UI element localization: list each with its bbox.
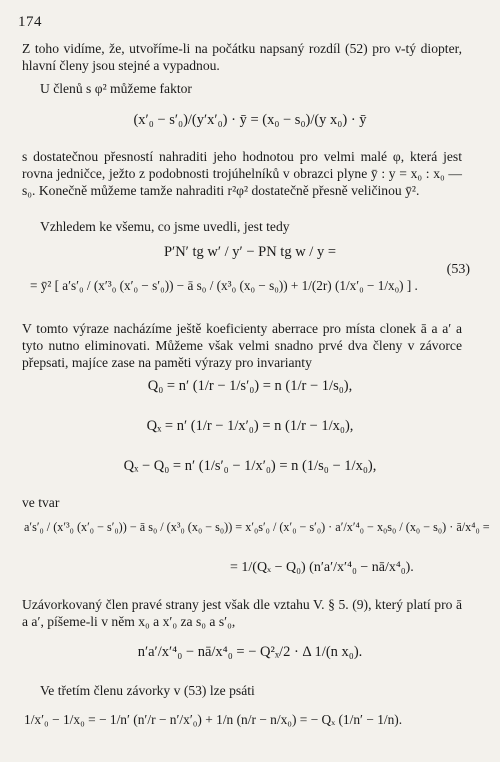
paragraph-2: U členů s φ² můžeme faktor xyxy=(40,81,192,96)
equation-tvar-line-1: a′s′₀ / (x′³₀ (x′₀ − s′₀)) − ā s₀ / (x³₀ (x₀ − s₀)) = x′₀s′₀ / (x′₀ − s′₀) · a′/x′⁴₀ − x₀s₀ / (x₀ − s₀) · ā/x⁴₀ = xyxy=(24,520,490,534)
equation-53-top: P′N′ tg w′ / y′ − PN tg w / y = xyxy=(163,244,337,260)
page-number: 174 xyxy=(18,14,42,30)
paragraph-4: Vzhledem ke všemu, co jsme uvedli, jest tedy xyxy=(40,219,290,234)
equation-53-bottom: = ȳ² [ a′s′₀ / (x′³₀ (x′₀ − s′₀)) − ā s₀ / (x³₀ (x₀ − s₀)) + 1/(2r) (1/x′₀ − 1/x₀) ] . xyxy=(30,278,418,293)
equation-last: 1/x′₀ − 1/x₀ = − 1/n′ (n′/r − n′/x′₀) + 1/n (n/r − n/x₀) = − Qₓ (1/n′ − 1/n). xyxy=(24,712,403,727)
equation-qx: Qₓ = n′ (1/r − 1/x′₀) = n (1/r − 1/x₀), xyxy=(146,418,354,434)
paragraph-5: V tomto výraze nacházíme ještě koeficienty aberrace pro místa clonek ā a a′ a tyto nutno eliminovati. Můžeme však velmi snadno prvé dva členy v závorce přepsati, majíce zase na paměti výrazy pro invarianty xyxy=(22,321,462,370)
paragraph-1: Z toho vidíme, že, utvoříme-li na počátku napsaný rozdíl (52) pro ν-tý diopter, hlavní členy jsou stejné a vypadnou. xyxy=(22,41,462,73)
equation-relation: n′a′/x′⁴₀ − nā/x⁴₀ = − Q²ₓ/2 · Δ 1/(n x₀). xyxy=(137,644,363,660)
equation-factor: (x′₀ − s′₀)/(y′x′₀) · ȳ = (x₀ − s₀)/(y x₀) · ȳ xyxy=(133,112,367,128)
equation-number-53: (53) xyxy=(446,262,470,277)
paragraph-6: ve tvar xyxy=(22,495,60,510)
equation-q0: Q₀ = n′ (1/r − 1/s′₀) = n (1/r − 1/s₀), xyxy=(147,378,353,394)
paragraph-8: Ve třetím členu závorky v (53) lze psáti xyxy=(40,683,255,698)
equation-tvar-line-2: = 1/(Qₓ − Q₀) (n′a′/x′⁴₀ − nā/x⁴₀). xyxy=(230,560,414,575)
equation-qx-minus-q0: Qₓ − Q₀ = n′ (1/s′₀ − 1/x′₀) = n (1/s₀ − 1/x₀), xyxy=(123,458,377,474)
paragraph-3: s dostatečnou přesností nahraditi jeho hodnotou pro velmi malé φ, která jest rovna jedničce, ježto z podobnosti trojúhelníků v obrazci plyne ȳ : y = x₀ : x₀ — s₀. Konečně můžeme tamže nahraditi r²φ² dostatečně přesně veličinou ȳ². xyxy=(22,149,462,198)
paragraph-7: Uzávorkovaný člen pravé strany jest však dle vztahu V. § 5. (9), který platí pro ā a a′, píšeme-li v něm x₀ a x′₀ za s₀ a s′₀, xyxy=(22,597,462,629)
